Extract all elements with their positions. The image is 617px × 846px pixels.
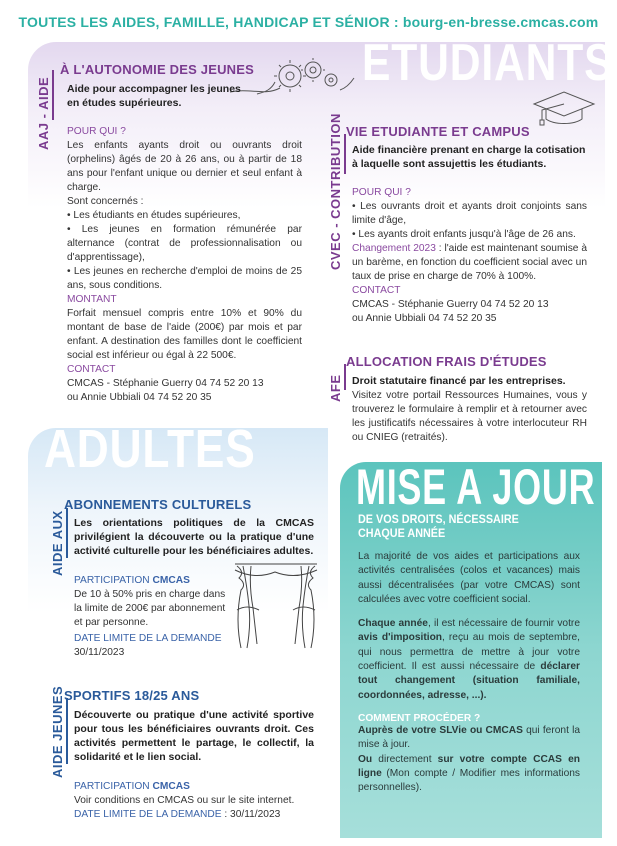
graduation-cap-icon (530, 88, 598, 128)
aaj-pour-qui-label: POUR QUI ? (67, 126, 126, 137)
sportifs-date-value: : 30/11/2023 (221, 809, 281, 820)
afe-intro: Droit statutaire financé par les entreprises. (352, 375, 566, 387)
culturels-participation-org: CMCAS (152, 575, 190, 586)
header-url[interactable]: bourg-en-bresse.cmcas.com (402, 14, 599, 30)
top-header (0, 14, 617, 30)
maj-p2-text: , il est nécessaire de fournir votre (427, 618, 580, 630)
culturels-participation (74, 574, 232, 588)
sportifs-date (74, 808, 314, 822)
cvec-side-label: CVEC - CONTRIBUTION (328, 113, 343, 270)
aaj-bullet: • Les jeunes en recherche d'emploi de moins de 25 ans, sous conditions. (67, 266, 302, 291)
afe-text: Visitez votre portail Ressources Humaines, vous y trouverez le formulaire à remplir et à retourner avec les justificatifs nécessaires à votre interlocuteur RH ou CNIEG (retraités). (352, 390, 587, 443)
maj-p2-text: , reçu au mois de septembre, qui nous permettra de mettre à jour votre coefficient. Il est aussi nécessaire de (358, 632, 580, 673)
sportifs-participation-text: Voir conditions en CMCAS ou sur le site internet. (74, 795, 295, 806)
sportifs-side-label: AIDE JEUNES (50, 685, 65, 778)
cvec-changement-text: : l'aide est maintenant soumise à un barème, en fonction du coefficient social avec un taux de prise en charge de 70% à 100%. (352, 243, 587, 282)
culturels-side-label: AIDE AUX (50, 510, 65, 576)
aaj-intro: Aide pour accompagner les jeunes en études supérieures. (67, 83, 241, 109)
mise-a-jour-title: MISE A JOUR (356, 459, 596, 515)
curtain-icon (233, 560, 319, 652)
maj-c1-text: qui feront la mise à jour. (358, 724, 581, 751)
maj-p2 (358, 617, 580, 703)
adultes-title: ADULTES (44, 419, 256, 479)
aaj-montant-label: MONTANT (67, 294, 117, 305)
maj-p2-strong: Chaque année (358, 618, 428, 630)
maj-body (358, 550, 580, 795)
sportifs-participation-org: CMCAS (152, 781, 190, 792)
culturels-date-label: DATE LIMITE DE LA DEMANDE (74, 633, 222, 644)
aaj-montant-text: Forfait mensuel compris entre 10% et 90% du montant de base de l'aide (200€) par mois et par enfant. A destination des familles dont le coefficient social est inférieur ou égal à 22 500€. (67, 308, 302, 361)
cvec-pour-qui-label: POUR QUI ? (352, 187, 411, 198)
aaj-pour-qui-text: Les enfants ayants droit ou ouvrants droit (orphelins) âgés de 20 à 26 ans, ou à partir de 18 ans pour l'enfant unique ou dernier et seul enfant à charge. (67, 140, 302, 193)
sportifs-participation (74, 780, 314, 794)
cvec-heading: VIE ETUDIANTE ET CAMPUS (346, 124, 530, 139)
maj-subtitle-2: CHAQUE ANNÉE (358, 526, 446, 540)
cvec-changement (352, 242, 587, 284)
sportifs-bar (66, 698, 68, 764)
sportifs-heading: SPORTIFS 18/25 ANS (64, 688, 200, 703)
aaj-bullet: • Les jeunes en formation rémunérée par alternance (contrat de professionnalisation ou d'apprentissage), (67, 224, 302, 263)
afe-side-label: AFE (328, 374, 343, 402)
maj-c1 (358, 724, 580, 753)
sportifs-body (74, 780, 314, 822)
sportifs-intro: Découverte ou pratique d'une activité sportive pour tous les bénéficiaires ouvrants droit. Ces activités permettent le partage, le collectif, la solidarité et le lien social. (74, 709, 314, 763)
cvec-bar (344, 134, 346, 174)
aaj-concernes: Sont concernés : (67, 196, 144, 207)
sportifs-date-label: DATE LIMITE DE LA DEMANDE (74, 809, 222, 820)
maj-comment-label: COMMENT PROCÉDER ? (358, 712, 481, 724)
culturels-participation-label: PARTICIPATION (74, 575, 150, 586)
maj-p2-strong: déclarer tout changement (situation familiale, coordonnées, adresse, ...). (358, 661, 580, 701)
maj-c2-strong: sur votre compte CCAS en ligne (358, 753, 580, 779)
maj-c1-strong: Auprès de votre SLVie ou CMCAS (358, 724, 523, 736)
culturels-participation-text: De 10 à 50% pris en charge dans la limite de 200€ par abonnement et par personne. (74, 589, 226, 628)
maj-c2-text: directement (372, 753, 438, 765)
aaj-bar (52, 70, 54, 120)
maj-c2-strong: Ou (358, 753, 373, 765)
culturels-heading: ABONNEMENTS CULTURELS (64, 497, 252, 512)
aaj-contact-line: CMCAS - Stéphanie Guerry 04 74 52 20 13 (67, 378, 264, 389)
culturels-bar (66, 508, 68, 558)
aaj-contact-label: CONTACT (67, 364, 116, 375)
maj-c2-text: (Mon compte / Modifier mes informations personnelles). (358, 767, 580, 794)
aaj-body (67, 125, 302, 405)
cvec-changement-label: Changement 2023 (352, 243, 436, 254)
aaj-heading: À L'AUTONOMIE DES JEUNES (60, 62, 255, 77)
maj-c2 (358, 753, 580, 796)
maj-p1: La majorité de vos aides et participations aux activités centralisées (colos et vacances) mais aussi décentralisées (par votre CMCAS) sont calculées avec votre coefficient social. (358, 551, 580, 605)
etudiants-title: ETUDIANTS (362, 34, 614, 92)
cvec-bullet: • Les ouvrants droit et ayants droit conjoints sans limite d'âge, (352, 201, 587, 226)
maj-p2-strong: avis d'imposition (358, 632, 443, 644)
aaj-contact-line: ou Annie Ubbiali 04 74 52 20 35 (67, 392, 212, 403)
cvec-intro: Aide financière prenant en charge la cotisation à laquelle sont assujettis les étudiants. (352, 144, 586, 170)
header-left: TOUTES LES AIDES, FAMILLE, HANDICAP ET SÉNIOR : (18, 14, 399, 30)
sportifs-participation-label: PARTICIPATION (74, 781, 150, 792)
maj-subtitle-1: DE VOS DROITS, NÉCESSAIRE (358, 512, 519, 526)
cvec-bullet: • Les ayants droit enfants jusqu'à l'âge de 26 ans. (352, 229, 576, 240)
aaj-bullet: • Les étudiants en études supérieures, (67, 210, 241, 221)
afe-heading: ALLOCATION FRAIS D'ÉTUDES (346, 354, 547, 369)
cvec-contact-line: CMCAS - Stéphanie Guerry 04 74 52 20 13 (352, 299, 549, 310)
culturels-date-value: 30/11/2023 (74, 647, 125, 658)
culturels-intro: Les orientations politiques de la CMCAS privilégient la découverte ou la pratique d'une activité culturelle pour les bénéficiaires adultes. (74, 517, 314, 557)
culturels-body (74, 574, 232, 630)
cvec-body (352, 186, 587, 326)
cvec-contact-line: ou Annie Ubbiali 04 74 52 20 35 (352, 313, 497, 324)
cvec-contact-label: CONTACT (352, 285, 401, 296)
aaj-side-label: AAJ - AIDE (36, 76, 51, 150)
